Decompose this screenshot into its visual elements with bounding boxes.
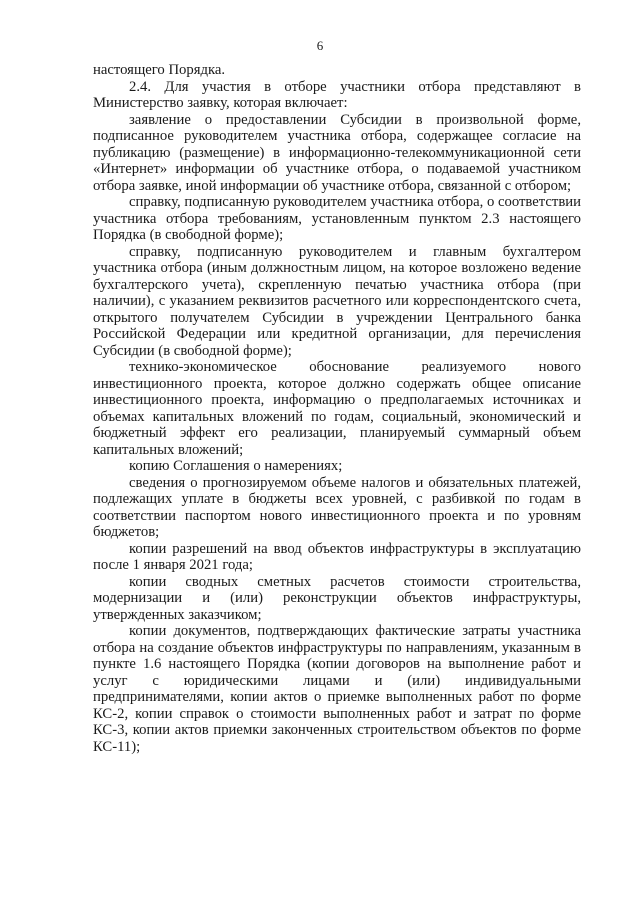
paragraph-feasibility-study: технико-экономическое обоснование реализуемого нового инвестиционного проекта, которое должно содержать общее описание инвестиционного проекта, информацию о предполагаемых источниках и объемах капитальных вложений по годам, социальный, экономический и бюджетный эффект его реализации, планируемый суммарный объем капитальных вложений; [93,359,581,458]
paragraph-cost-documents: копии документов, подтверждающих фактические затраты участника отбора на создание объектов инфраструктуры по направлениям, указанным в пункте 1.6 настоящего Порядка (копии договоров на выполнение работ и услуг с юридическими лицами и (или) индивидуальными предпринимателями, копии актов о приемке выполненных работ по форме КС-2, копии справок о стоимости выполненных работ и затрат по форме КС-3, копии актов приемки законченных строительством объектов по форме КС-11); [93,623,581,755]
paragraph-permits: копии разрешений на ввод объектов инфраструктуры в эксплуатацию после 1 января 2021 года; [93,540,581,573]
paragraph-bank-certificate: справку, подписанную руководителем и главным бухгалтером участника отбора (иным должностным лицом, на которое возложено ведение бухгалтерского учета), скрепленную печатью участника отбора (при наличии), с указанием реквизитов расчетного или корреспондентского счета, открытого получателем Субсидии в учреждении Центрального банка Российской Федерации или кредитной организации, для перечисления Субсидии (в свободной форме); [93,243,581,359]
paragraph-application: заявление о предоставлении Субсидии в произвольной форме, подписанное руководителем участника отбора, содержащее согласие на публикацию (размещение) в информационно-телекоммуникационной сети «Интернет» информации об участнике отбора, о подаваемой участником отбора заявке, иной информации об участнике отбора, связанной с отбором; [93,111,581,194]
paragraph-2-4: 2.4. Для участия в отборе участники отбора представляют в Министерство заявку, которая включает: [93,78,581,111]
paragraph-continuation: настоящего Порядка. [93,62,226,78]
page-number: 6 [316,38,324,53]
paragraph-estimates: копии сводных сметных расчетов стоимости строительства, модернизации и (или) реконструкции объектов инфраструктуры, утвержденных заказчиком; [93,573,581,623]
paragraph-agreement-copy: копию Соглашения о намерениях; [129,458,343,474]
paragraph-tax-forecast: сведения о прогнозируемом объеме налогов и обязательных платежей, подлежащих уплате в бюджеты всех уровней, с разбивкой по годам в соответствии паспортом нового инвестиционного проекта и по уровням бюджетов; [93,474,581,540]
document-body [93,62,581,755]
paragraph-compliance-certificate: справку, подписанную руководителем участника отбора, о соответствии участника отбора требованиям, установленным пунктом 2.3 настоящего Порядка (в свободной форме); [93,194,581,243]
